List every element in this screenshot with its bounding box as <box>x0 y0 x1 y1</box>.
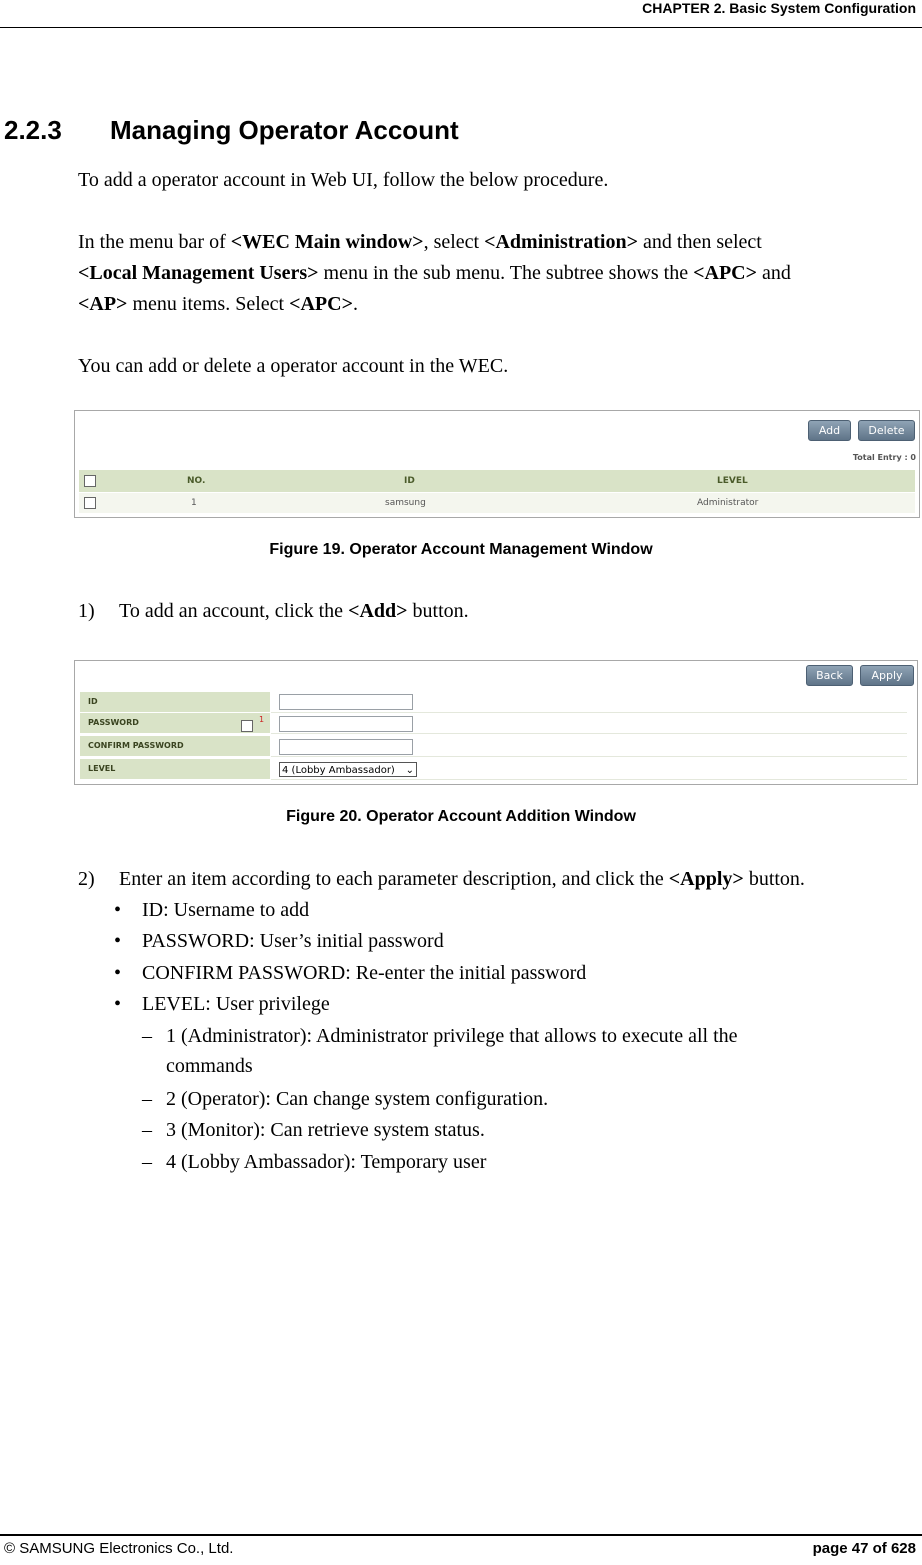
delete-button[interactable]: Delete <box>858 420 915 441</box>
password-value-cell <box>271 713 907 734</box>
id-label: ID <box>80 692 270 712</box>
operator-account-management-window <box>74 410 920 518</box>
add-button[interactable]: Add <box>808 420 851 441</box>
confirm-password-value-cell <box>271 736 907 757</box>
level-item: – 1 (Administrator): Administrator privilege that allows to execute all the <box>142 1025 738 1047</box>
figure19-caption: Figure 19. Operator Account Management Window <box>269 541 653 558</box>
operator-account-addition-window <box>74 660 918 785</box>
password-label: PASSWORD 1 <box>80 713 270 733</box>
confirm-password-input[interactable] <box>279 739 413 755</box>
footer-copyright: © SAMSUNG Electronics Co., Ltd. <box>4 1540 234 1557</box>
level-item: – 4 (Lobby Ambassador): Temporary user <box>142 1151 487 1173</box>
bullet-item: • CONFIRM PASSWORD: Re-enter the initial password <box>114 962 587 984</box>
level-item: – 2 (Operator): Can change system configuration. <box>142 1088 549 1110</box>
chapter-title: CHAPTER 2. Basic System Configuration <box>642 0 916 16</box>
footer-divider <box>0 1534 922 1536</box>
page-header <box>0 0 922 28</box>
password-show-checkbox[interactable] <box>241 720 253 732</box>
row-no: 1 <box>191 498 197 508</box>
total-entry: Total Entry : 0 <box>852 453 916 462</box>
bullet-item: • LEVEL: User privilege <box>114 993 330 1015</box>
level-label: LEVEL <box>80 759 270 779</box>
column-no: NO. <box>187 476 206 486</box>
table-header <box>79 470 915 492</box>
level-select[interactable]: 4 (Lobby Ambassador) ⌄ <box>279 762 417 777</box>
apply-button[interactable]: Apply <box>860 665 914 686</box>
table-row[interactable] <box>79 493 915 513</box>
row-checkbox[interactable] <box>84 497 96 509</box>
level-value-cell <box>271 759 907 780</box>
confirm-password-label: CONFIRM PASSWORD <box>80 736 270 756</box>
intro-paragraph: To add a operator account in Web UI, follow the below procedure. <box>78 169 609 191</box>
back-button[interactable]: Back <box>806 665 853 686</box>
add-delete-paragraph: You can add or delete a operator account in the WEC. <box>78 355 509 377</box>
level-item: – 3 (Monitor): Can retrieve system status. <box>142 1119 485 1141</box>
section-number: 2.2.3 <box>4 115 62 145</box>
row-id: samsung <box>385 498 426 508</box>
column-id: ID <box>404 476 415 486</box>
chevron-down-icon: ⌄ <box>405 765 414 776</box>
level-item-continuation: commands <box>166 1055 253 1077</box>
row-level: Administrator <box>697 498 759 508</box>
figure20-caption: Figure 20. Operator Account Addition Window <box>286 808 636 825</box>
bullet-item: • PASSWORD: User’s initial password <box>114 930 444 952</box>
step-2: 2) Enter an item according to each parameter description, and click the <Apply> button. <box>78 868 805 890</box>
footer-page-number: page 47 of 628 <box>812 1540 916 1557</box>
password-mark: 1 <box>259 715 265 724</box>
step-1: 1) To add an account, click the <Add> button. <box>78 600 469 622</box>
bullet-item: • ID: Username to add <box>114 899 310 921</box>
section-heading <box>4 115 459 146</box>
section-title: Managing Operator Account <box>110 115 459 145</box>
password-input[interactable] <box>279 716 413 732</box>
id-input[interactable] <box>279 694 413 710</box>
id-value-cell <box>271 692 907 713</box>
select-all-checkbox[interactable] <box>84 475 96 487</box>
menu-paragraph: In the menu bar of <WEC Main window>, select <Administration> and then select <Local Management Users> menu in the sub menu. The subtree shows the <APC> and <AP> menu items. Select <APC>. <box>78 231 791 315</box>
column-level: LEVEL <box>717 476 748 486</box>
